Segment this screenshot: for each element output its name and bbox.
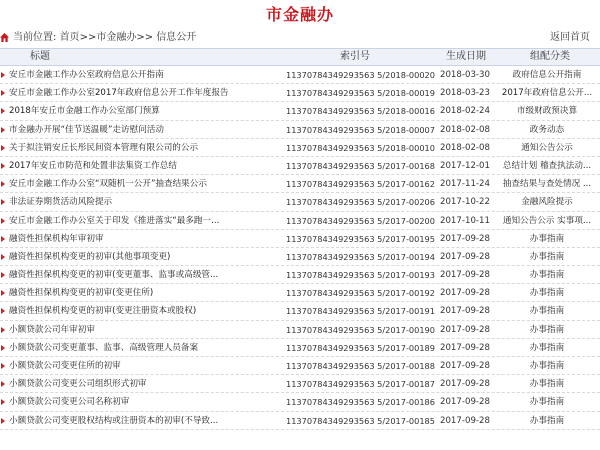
page-title: 市金融办 xyxy=(265,5,334,24)
row-date: 2017-09-28 xyxy=(440,361,490,371)
row-index-number: 11370784349293563 5/2017-00162 xyxy=(286,179,435,190)
row-date: 2017-12-01 xyxy=(440,160,490,171)
row-date: 2017-09-28 xyxy=(440,415,490,426)
table-row xyxy=(0,212,600,230)
header-title: 标题 xyxy=(30,51,50,62)
row-category: 通知公告公示 xyxy=(521,142,573,153)
bullet-arrow-icon xyxy=(1,345,5,351)
table-row xyxy=(0,266,600,284)
row-title-link[interactable]: 融资性担保机构变更的初审(变更董事、监事或高级管... xyxy=(9,270,219,281)
row-index-number: 11370784349293563 5/2017-00189 xyxy=(286,342,435,353)
row-date: 2017-09-28 xyxy=(440,397,490,408)
header-category: 组配分类 xyxy=(530,51,570,62)
table-row xyxy=(0,339,600,357)
row-category: 办事指南 xyxy=(529,233,565,244)
row-category: 办事指南 xyxy=(529,288,565,299)
bullet-arrow-icon xyxy=(1,181,5,187)
row-index-number: 11370784349293563 5/2017-00187 xyxy=(286,379,435,390)
header-index: 索引号 xyxy=(340,51,370,62)
bullet-arrow-icon xyxy=(1,254,5,260)
row-date: 2017-09-28 xyxy=(440,233,490,244)
row-category: 金融风险提示 xyxy=(521,197,573,208)
row-category: 政务动态 xyxy=(529,124,565,135)
row-title-link[interactable]: 市金融办开展“佳节送温暖”走访慰问活动 xyxy=(9,124,164,135)
bullet-arrow-icon xyxy=(1,236,5,242)
bullet-arrow-icon xyxy=(1,108,5,114)
table-row xyxy=(0,84,600,102)
row-title-link[interactable]: 2017年安丘市防范和处置非法集资工作总结 xyxy=(9,160,177,171)
bullet-arrow-icon xyxy=(1,327,5,333)
row-category: 办事指南 xyxy=(529,415,565,426)
bullet-arrow-icon xyxy=(1,72,5,78)
row-category: 抽查结果与查处情况 ... xyxy=(502,179,592,190)
row-title-link[interactable]: 融资性担保机构变更的初审(变更住所) xyxy=(9,288,154,299)
row-index-number: 11370784349293563 5/2018-00007 xyxy=(286,124,435,135)
table-row xyxy=(0,193,600,211)
row-date: 2017-09-28 xyxy=(440,251,490,262)
bullet-arrow-icon xyxy=(1,90,5,96)
row-index-number: 11370784349293563 5/2017-00200 xyxy=(286,215,435,226)
table-row xyxy=(0,175,600,193)
table-row xyxy=(0,102,600,120)
row-date: 2017-10-11 xyxy=(440,215,490,226)
table-row xyxy=(0,121,600,139)
bullet-arrow-icon xyxy=(1,199,5,205)
row-index-number: 11370784349293563 5/2017-00190 xyxy=(286,324,435,335)
row-title-link[interactable]: 融资性担保机构年审初审 xyxy=(9,233,104,244)
row-category: 办事指南 xyxy=(529,397,565,408)
row-index-number: 11370784349293563 5/2018-00020 xyxy=(286,70,435,80)
row-index-number: 11370784349293563 5/2018-00019 xyxy=(286,88,435,99)
bullet-arrow-icon xyxy=(1,418,5,424)
bullet-arrow-icon xyxy=(1,399,5,405)
row-date: 2017-09-28 xyxy=(440,342,490,353)
table-row xyxy=(0,412,600,430)
table-row xyxy=(0,321,600,339)
table-row xyxy=(0,248,600,266)
table-row xyxy=(0,393,600,411)
table-row xyxy=(0,157,600,175)
row-index-number: 11370784349293563 5/2018-00016 xyxy=(286,106,435,117)
row-title-link[interactable]: 小额贷款公司年审初审 xyxy=(9,324,95,335)
row-index-number: 11370784349293563 5/2017-00195 xyxy=(286,233,435,244)
row-category: 通知公告公示 实事项... xyxy=(502,215,592,226)
home-icon xyxy=(0,33,9,42)
row-title-link[interactable]: 小额贷款公司变更住所的初审 xyxy=(9,361,121,371)
row-date: 2018-03-30 xyxy=(440,70,490,80)
bullet-arrow-icon xyxy=(1,363,5,369)
row-index-number: 11370784349293563 5/2017-00185 xyxy=(286,415,435,426)
row-category: 2017年政府信息公开... xyxy=(501,88,593,99)
row-date: 2017-09-28 xyxy=(440,270,490,281)
table-row xyxy=(0,230,600,248)
table-row xyxy=(0,66,600,84)
bullet-arrow-icon xyxy=(1,272,5,278)
row-category: 市级财政预决算 xyxy=(516,106,578,117)
back-home-link[interactable]: 返回首页 xyxy=(550,32,590,43)
table-header xyxy=(0,48,600,66)
row-category: 办事指南 xyxy=(529,270,565,281)
row-date: 2018-02-24 xyxy=(440,106,490,117)
row-title-link[interactable]: 2018年安丘市金融工作办公室部门预算 xyxy=(9,106,160,117)
breadcrumb: 当前位置: 首页>>市金融办>> 信息公开 xyxy=(13,32,197,43)
crumb-finance-office[interactable]: 市金融办 xyxy=(96,32,137,43)
row-title-link[interactable]: 融资性担保机构变更的初审(其他事项变更) xyxy=(9,251,171,262)
row-index-number: 11370784349293563 5/2017-00194 xyxy=(286,251,435,262)
row-category: 办事指南 xyxy=(529,306,565,317)
row-title-link[interactable]: 小额贷款公司变更股权结构或注册资本的初审(不导致... xyxy=(9,415,219,426)
row-title-link[interactable]: 安丘市金融工作办公室“双随机一公开”抽查结果公示 xyxy=(9,179,207,190)
row-category: 办事指南 xyxy=(529,342,565,353)
header-date: 生成日期 xyxy=(446,51,486,62)
row-category: 办事指南 xyxy=(529,251,565,262)
row-date: 2017-09-28 xyxy=(440,379,490,390)
crumb-info-public[interactable]: 信息公开 xyxy=(156,32,197,43)
row-title-link[interactable]: 安丘市金融工作办公室关于印发《推进落实“最多跑一... xyxy=(9,215,220,226)
bullet-arrow-icon xyxy=(1,381,5,387)
row-date: 2017-09-28 xyxy=(440,306,490,317)
breadcrumb-bar xyxy=(0,30,600,46)
row-title-link[interactable]: 安丘市金融工作办公室政府信息公开指南 xyxy=(9,70,164,80)
table-row xyxy=(0,284,600,302)
row-index-number: 11370784349293563 5/2017-00188 xyxy=(286,361,435,371)
row-index-number: 11370784349293563 5/2017-00168 xyxy=(286,160,435,171)
row-date: 2017-10-22 xyxy=(440,197,490,208)
row-index-number: 11370784349293563 5/2017-00206 xyxy=(286,197,435,208)
bullet-arrow-icon xyxy=(1,145,5,151)
row-index-number: 11370784349293563 5/2017-00186 xyxy=(286,397,435,408)
bullet-arrow-icon xyxy=(1,163,5,169)
row-index-number: 11370784349293563 5/2017-00193 xyxy=(286,270,435,281)
row-index-number: 11370784349293563 5/2017-00192 xyxy=(286,288,435,299)
document-list xyxy=(0,66,600,430)
bullet-arrow-icon xyxy=(1,290,5,296)
crumb-home[interactable]: 首页 xyxy=(59,32,80,43)
row-date: 2018-02-08 xyxy=(440,124,490,135)
row-title-link[interactable]: 关于拟注销安丘长彤民间资本管理有限公司的公示 xyxy=(9,142,199,153)
row-title-link[interactable]: 非法证券期货活动风险提示 xyxy=(9,197,113,208)
row-date: 2017-09-28 xyxy=(440,288,490,299)
row-category: 办事指南 xyxy=(529,361,565,371)
row-date: 2017-11-24 xyxy=(440,179,490,190)
row-category: 办事指南 xyxy=(529,324,565,335)
bullet-arrow-icon xyxy=(1,127,5,133)
row-index-number: 11370784349293563 5/2017-00191 xyxy=(286,306,435,317)
table-row xyxy=(0,357,600,375)
row-title-link[interactable]: 安丘市金融工作办公室2017年政府信息公开工作年度报告 xyxy=(9,88,229,99)
location-label: 当前位置: xyxy=(13,32,57,43)
bullet-arrow-icon xyxy=(1,218,5,224)
row-category: 政府信息公开指南 xyxy=(512,70,582,80)
row-title-link[interactable]: 融资性担保机构变更的初审(变更注册资本或股权) xyxy=(9,306,197,317)
table-row xyxy=(0,302,600,320)
row-category: 总结计划 稽查执法动... xyxy=(502,160,592,171)
bullet-arrow-icon xyxy=(1,308,5,314)
table-row xyxy=(0,375,600,393)
row-date: 2018-03-23 xyxy=(440,88,490,99)
row-title-link[interactable]: 小额贷款公司变更董事、监事、高级管理人员备案 xyxy=(9,342,199,353)
row-title-link[interactable]: 小额贷款公司变更公司名称初审 xyxy=(9,397,130,408)
row-date: 2018-02-08 xyxy=(440,142,490,153)
row-index-number: 11370784349293563 5/2018-00010 xyxy=(286,142,435,153)
table-row xyxy=(0,139,600,157)
row-title-link[interactable]: 小额贷款公司变更公司组织形式初审 xyxy=(9,379,147,390)
row-category: 办事指南 xyxy=(529,379,565,390)
row-date: 2017-09-28 xyxy=(440,324,490,335)
